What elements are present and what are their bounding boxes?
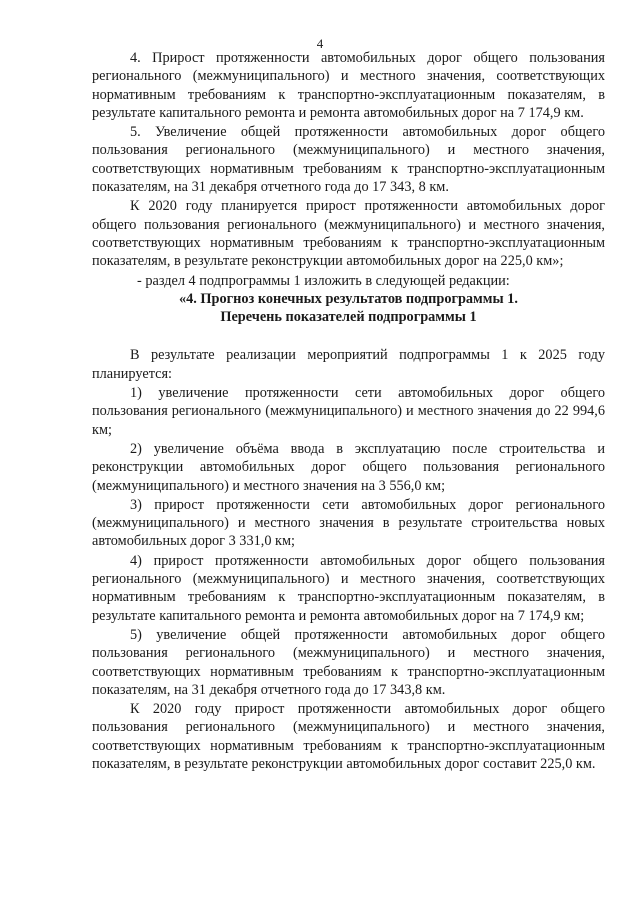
paragraph-2020-forecast: К 2020 году прирост протяженности автомобильных дорог общего пользования регионального (межмуниципального) и местного значения, соответствующих нормативным требованиям к транспортно-эксплуатационным показателям, в результате реконструкции автомобильных дорог составит 225,0 км. xyxy=(92,701,605,772)
list-item-1: 1) увеличение протяженности сети автомобильных дорог общего пользования регионального (межмуниципального) и местного значения до 22 994,6 км; xyxy=(92,385,605,438)
paragraph-section4-edit-note: - раздел 4 подпрограммы 1 изложить в следующей редакции: xyxy=(137,272,510,289)
list-item-4: 4) прирост протяженности автомобильных дорог общего пользования регионального (межмуниципального) и местного значения, соответствующих нормативным требованиям к транспортно-эксплуатационным показателям, в результате капитального ремонта и ремонта автомобильных дорог на 7 174,9 км; xyxy=(92,552,605,624)
paragraph-2020-reconstruction: К 2020 году планируется прирост протяженности автомобильных дорог общего пользования регионального (межмуниципального) и местного значения, соответствующих нормативным требованиям к транспортно-эксплуатационным показателям, в результате реконструкции автомобильных дорог на 225,0 км»; xyxy=(92,198,605,270)
list-item-2: 2) увеличение объёма ввода в эксплуатацию после строительства и реконструкции автомобильных дорог общего пользования регионального (межмуниципального) и местного значения на 3 556,0 км; xyxy=(92,440,605,494)
list-item-5: 5) увеличение общей протяженности автомобильных дорог общего пользования регионального (межмуниципального) и местного значения, соответствующих нормативным требованиям к транспортно-эксплуатационным показателям, на 31 декабря отчетного года до 17 343,8 км. xyxy=(92,626,605,698)
section-heading-line1: «4. Прогноз конечных результатов подпрограммы 1. xyxy=(178,290,518,307)
page-number: 4 xyxy=(316,36,324,51)
paragraph-results-intro: В результате реализации мероприятий подпрограммы 1 к 2025 году планируется: xyxy=(92,347,605,382)
paragraph-total-length-increase: 5. Увеличение общей протяженности автомобильных дорог общего пользования регионального (межмуниципального) и местного значения, соответствующих нормативным требованиям к транспортно-эксплуатационным показателям, на 31 декабря отчетного года до 17 343, 8 км. xyxy=(92,124,605,196)
section-heading-line2: Перечень показателей подпрограммы 1 xyxy=(220,309,477,326)
list-item-3: 3) прирост протяженности сети автомобильных дорог регионального (межмуниципального) и местного значения в результате строительства новых автомобильных дорог 3 331,0 км; xyxy=(92,496,605,550)
document-body xyxy=(92,49,605,773)
heading-spacer xyxy=(92,326,605,346)
paragraph-growth-capital-repair: 4. Прирост протяженности автомобильных дорог общего пользования регионального (межмуниципального) и местного значения, соответствующих нормативным требованиям к транспортно-эксплуатационным показателям, в результате капитального ремонта и ремонта автомобильных дорог на 7 174,9 км. xyxy=(92,50,605,121)
